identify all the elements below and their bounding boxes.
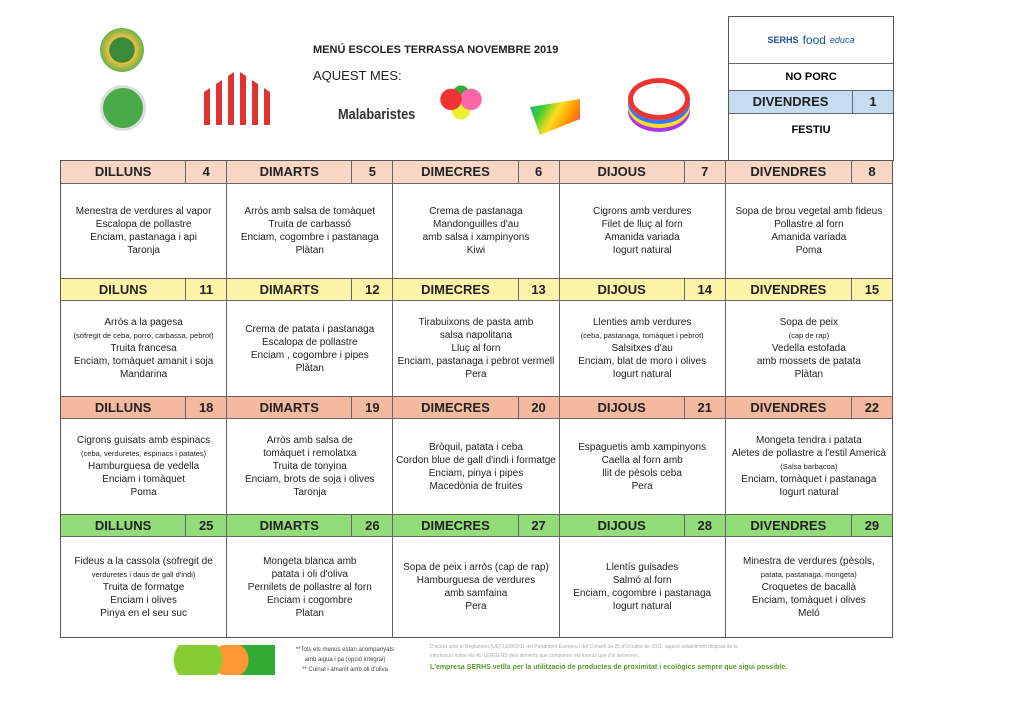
dish-line: Salsitxes d'au [611, 343, 673, 354]
serhs-logo: SERHS [767, 35, 799, 45]
dish-line: Caella al forn amb [601, 454, 683, 466]
dish-line: amb salsa i xampinyons [422, 232, 530, 243]
day-number: 15 [864, 282, 880, 297]
day-header [61, 161, 226, 184]
day-number: 19 [365, 400, 380, 415]
day-cell [560, 514, 726, 637]
dish-line: Truita francesa [110, 343, 177, 354]
day-name: DIMARTS [227, 279, 352, 300]
day-name: DIVENDRES [726, 161, 852, 183]
dish-line: Meló [798, 607, 820, 619]
day-number: 28 [697, 518, 712, 533]
day-name: DIVENDRES [726, 397, 852, 418]
day-number: 1 [869, 94, 877, 109]
menu-dishes [227, 537, 392, 637]
dish-line: Mongeta tendra i patata [756, 435, 862, 446]
day-cell [393, 396, 559, 514]
day-name: DIJOUS [560, 515, 685, 536]
menu-dishes [393, 537, 558, 637]
dish-line: Enciam, pastanaga i api [90, 232, 197, 243]
dish-line: Enciam, tomàquet i pastanaga [741, 474, 877, 485]
holiday-panel [728, 16, 894, 161]
day-name: DIMECRES [393, 279, 518, 300]
day-header [560, 514, 725, 537]
day-cell [726, 278, 892, 396]
dish-line: Aletes de pollastre a l'estil Americà [731, 448, 886, 459]
juggling-balls-icon [436, 85, 486, 121]
day-name: DILUNS [61, 279, 186, 300]
day-cell [227, 396, 393, 514]
footnote-water-bread: **Tots els menús estan acompanyats amb aigua i pa (opció integral) [295, 647, 395, 663]
dish-line: Lluç al forn [451, 343, 501, 354]
dish-line: Enciam i olives [110, 594, 177, 606]
dish-line: Iogurt natural [612, 601, 672, 612]
dish-line: llit de pèsols ceba [602, 467, 682, 479]
day-header [560, 396, 725, 419]
dish-line: amb mossets de patata [756, 356, 861, 367]
holiday-note: FESTIU [791, 124, 831, 136]
dish-line: Macedònia de fruites [429, 480, 523, 492]
dish-line: Hamburguesa de verdures [416, 575, 536, 586]
dish-line: salsa napolitana [439, 330, 513, 341]
dish-line: Pera [631, 480, 653, 492]
proximity-note: L'empresa SERHS vetlla per la utilització de productes de proximitat i ecològics sempre que sigui possible. [430, 664, 788, 671]
weekly-menu-grid [60, 160, 893, 638]
dish-line: Mongeta blanca amb [263, 555, 357, 567]
menu-dishes [560, 419, 725, 514]
dish-line: Filet de lluç al forn [601, 219, 683, 230]
day-name: DIJOUS [560, 397, 685, 418]
footnotes [290, 645, 400, 675]
menu-dishes [560, 537, 725, 637]
brand-logos [729, 17, 893, 64]
dish-line: Llenties amb verdures [592, 317, 692, 328]
day-name: DIVENDRES [726, 515, 852, 536]
healthy-food-logo [165, 645, 275, 675]
day-name: DIMECRES [393, 161, 518, 183]
day-cell [560, 278, 726, 396]
dish-line: Poma [130, 487, 157, 498]
dish-line: Amanida variada [604, 232, 680, 243]
day-cell [61, 161, 227, 278]
day-number: 25 [198, 518, 214, 533]
day-name: DIJOUS [560, 279, 685, 300]
dish-line: Enciam, blat de moro i olives [578, 356, 707, 367]
day-number: 21 [697, 400, 712, 415]
dish-line: Enciam , cogombre i pipes [250, 349, 369, 361]
juggling-rings-icon [628, 78, 690, 120]
day-number: 12 [365, 282, 380, 297]
menu-dishes [227, 419, 392, 514]
dish-line: Truita de tonyina [272, 461, 347, 472]
day-number: 26 [365, 518, 380, 533]
dish-line: Pinya en el seu suc [100, 607, 187, 619]
day-cell [61, 278, 227, 396]
week-row [61, 161, 892, 278]
dish-line: Crema de patata i pastanaga [245, 323, 375, 335]
dish-line: Enciam, pinya i pipes [428, 467, 524, 479]
dish-line: Salmó al forn [612, 575, 672, 586]
dish-line: Cigrons guisats amb espinacs [76, 435, 211, 446]
day-cell [560, 161, 726, 278]
day-name: DIJOUS [560, 161, 685, 183]
day-number: 4 [202, 164, 210, 179]
menu-dishes [726, 184, 892, 278]
day-number: 29 [864, 518, 880, 533]
dish-line: (sofregit de ceba, porro, carbassa, pebrot) [73, 331, 214, 340]
dish-line: Enciam, brots de soja i olives [245, 474, 375, 485]
dish-line: Mandonguilles d'au [433, 219, 519, 230]
dish-line: Sopa de brou vegetal amb fideus [735, 206, 883, 217]
day-header [227, 396, 392, 419]
day-number: 14 [697, 282, 712, 297]
dish-line: Hamburguesa de vedella [88, 461, 200, 472]
day-cell [726, 396, 892, 514]
day-number: 20 [531, 400, 546, 415]
day-number: 6 [534, 164, 543, 179]
menu-dishes [726, 419, 892, 514]
day-name: DILLUNS [61, 515, 186, 536]
dish-line: Taronja [293, 487, 327, 498]
day-header [393, 278, 558, 301]
dish-line: Truita de carbassó [268, 219, 351, 230]
dish-line: Fideus a la cassola (sofregit de [74, 555, 213, 567]
dish-line: Enciam, pastanaga i pebrot vermell [397, 356, 555, 367]
day-header [61, 278, 226, 301]
menu-dishes [393, 419, 558, 514]
day-number: 22 [864, 400, 880, 415]
dish-line: Pollastre al forn [774, 219, 844, 230]
day-number: 27 [531, 518, 546, 533]
menu-dishes [61, 537, 226, 637]
dish-line: Kiwi [466, 245, 486, 256]
day-cell [726, 161, 892, 278]
day-number: 8 [868, 164, 876, 179]
dish-line: Amanida variada [771, 232, 847, 243]
menu-dishes [393, 184, 558, 278]
day-cell [61, 396, 227, 514]
day-cell [393, 161, 559, 278]
dish-line: Llentís guisades [606, 562, 679, 573]
dish-line: Poma [795, 245, 822, 256]
dish-line: Enciam, tomàquet amanit i soja [73, 356, 214, 367]
day-header [726, 514, 892, 537]
day-header [560, 278, 725, 301]
menu-dishes [61, 301, 226, 396]
day-name: DIVENDRES [726, 279, 852, 300]
dish-line: (ceba, verduretes, espinacs i patates) [81, 449, 207, 458]
dish-line: Arròs amb salsa de tomàquet [244, 206, 376, 217]
day-name: DIMECRES [393, 397, 518, 418]
dish-line: amb samfaina [444, 588, 508, 599]
diet-label: NO PORC [729, 64, 893, 91]
dish-line: Bròquil, patata i ceba [428, 441, 523, 453]
menu-dishes [560, 184, 725, 278]
dish-line: Pera [465, 601, 487, 612]
day-number: 13 [531, 282, 546, 297]
day-header [227, 278, 392, 301]
dish-line: Sopa de peix i arròs (cap de rap) [403, 562, 549, 573]
dish-line: Mandarina [119, 369, 168, 380]
day-cell [393, 278, 559, 396]
dish-line: Tirabuixons de pasta amb [418, 317, 534, 328]
educa-logo: educa [829, 35, 855, 45]
day-name: DIMARTS [227, 397, 352, 418]
dish-line: Sopa de peix [779, 317, 839, 328]
menu-dishes [560, 301, 725, 396]
day-header [61, 396, 226, 419]
dish-line: Escalopa de pollastre [95, 219, 192, 230]
dish-line: tomàquet i remolatxa [263, 448, 357, 459]
day-name: DIMARTS [227, 161, 352, 183]
menu-dishes [227, 301, 392, 396]
dish-line: (ceba, pastanaga, tomàquet i pebrot) [580, 331, 704, 340]
dish-line: (cap de rap) [788, 331, 830, 340]
day-header [729, 91, 893, 114]
dish-line: Iogurt natural [612, 245, 672, 256]
day-cell [61, 514, 227, 637]
day-name: DIVENDRES [729, 91, 853, 113]
dish-line: Iogurt natural [612, 369, 672, 380]
page-title: MENÚ ESCOLES TERRASSA NOVEMBRE 2019 [313, 44, 559, 56]
dish-line: verduretes i daus de gall d'indi) [91, 569, 196, 579]
dish-line: patata, pastanaga, mongeta) [760, 569, 857, 579]
week-row [61, 396, 892, 514]
menu-dishes [726, 537, 892, 637]
dish-line: Truita de formatge [102, 581, 185, 593]
day-header [227, 161, 392, 184]
dish-line: Enciam, cogombre i pastanaga [240, 232, 379, 243]
dish-line: Platan [295, 607, 324, 619]
menu-dishes [726, 301, 892, 396]
dish-line: Arròs amb salsa de [266, 435, 353, 446]
day-header [61, 514, 226, 537]
school-logo [100, 28, 144, 72]
day-header [726, 396, 892, 419]
day-name: DILLUNS [61, 161, 186, 183]
footnote-olive-oil: ** Cuinat i amanit amb oli d'oliva [302, 667, 388, 673]
dish-line: Plàtan [794, 369, 824, 380]
dish-line: Iogurt natural [779, 487, 839, 498]
dish-line: Pernilets de pollastre al forn [247, 581, 372, 593]
dish-line: Minestra de verdures (pèsols, [742, 555, 875, 567]
dish-line: Espaguetis amb xampinyons [578, 441, 707, 453]
day-header [393, 396, 558, 419]
menu-dishes [61, 419, 226, 514]
juggling-clubs-icon [530, 95, 580, 135]
day-header [393, 161, 558, 184]
menu-dishes [227, 184, 392, 278]
day-name: DILLUNS [61, 397, 186, 418]
day-number: 7 [701, 164, 709, 179]
day-header [560, 161, 725, 184]
dish-line: Plàtan [295, 245, 324, 256]
day-header [393, 514, 558, 537]
dish-line: Crema de pastanaga [429, 206, 523, 217]
dish-line: Plàtan [295, 362, 324, 374]
menu-dishes [61, 184, 226, 278]
dish-line: Croquetes de bacallà [761, 581, 857, 593]
dish-line: (Salsa barbacoa) [780, 462, 838, 471]
dish-line: patata i oli d'oliva [271, 568, 348, 580]
day-cell [227, 161, 393, 278]
allergen-legal-note: D'acord amb el Reglament (UE) 1169/2011 del Parlament Europeu i del Consell de 25 d'Octubre de 2011, aquest establiment disposa de la informació sobre els AL·LÈRGENS dels aliments que componen els menús que s'hi serveixen. [430, 644, 738, 659]
theme-label: Malabaristes [338, 106, 416, 123]
dish-line: Arròs a la pagesa [104, 317, 183, 328]
dish-line: Escalopa de pollastre [261, 336, 358, 348]
day-header [227, 514, 392, 537]
day-cell [393, 514, 559, 637]
dish-line: Enciam, cogombre i pastanaga [573, 588, 712, 599]
day-header [726, 278, 892, 301]
week-row [61, 278, 892, 396]
day-number: 5 [368, 164, 376, 179]
menu-dishes [393, 301, 558, 396]
day-cell [726, 514, 892, 637]
dish-line: Enciam i tomàquet [102, 474, 185, 485]
dish-line: Enciam, tomàquet i olives [751, 594, 866, 606]
day-cell [227, 278, 393, 396]
dish-line: Menestra de verdures al vapor [75, 206, 212, 217]
day-name: DIMARTS [227, 515, 352, 536]
day-number: 11 [199, 282, 214, 297]
dish-line: Pera [465, 369, 487, 380]
dish-line: Cordon blue de gall d'indi i formatge [396, 454, 556, 466]
dish-line: Cigrons amb verdures [592, 206, 692, 217]
day-name: DIMECRES [393, 515, 518, 536]
dish-line: Enciam i cogombre [266, 594, 353, 606]
day-header [726, 161, 892, 184]
day-number: 18 [198, 400, 214, 415]
week-row [61, 514, 892, 637]
frog-chef-mascot-icon [100, 85, 146, 131]
circus-tent-icon [204, 70, 270, 125]
dish-line: Taronja [127, 245, 160, 256]
subtitle: AQUEST MES: [313, 68, 402, 83]
day-cell [560, 396, 726, 514]
dish-line: Vedella estofada [771, 343, 846, 354]
day-cell [227, 514, 393, 637]
food-logo: food [802, 33, 826, 47]
